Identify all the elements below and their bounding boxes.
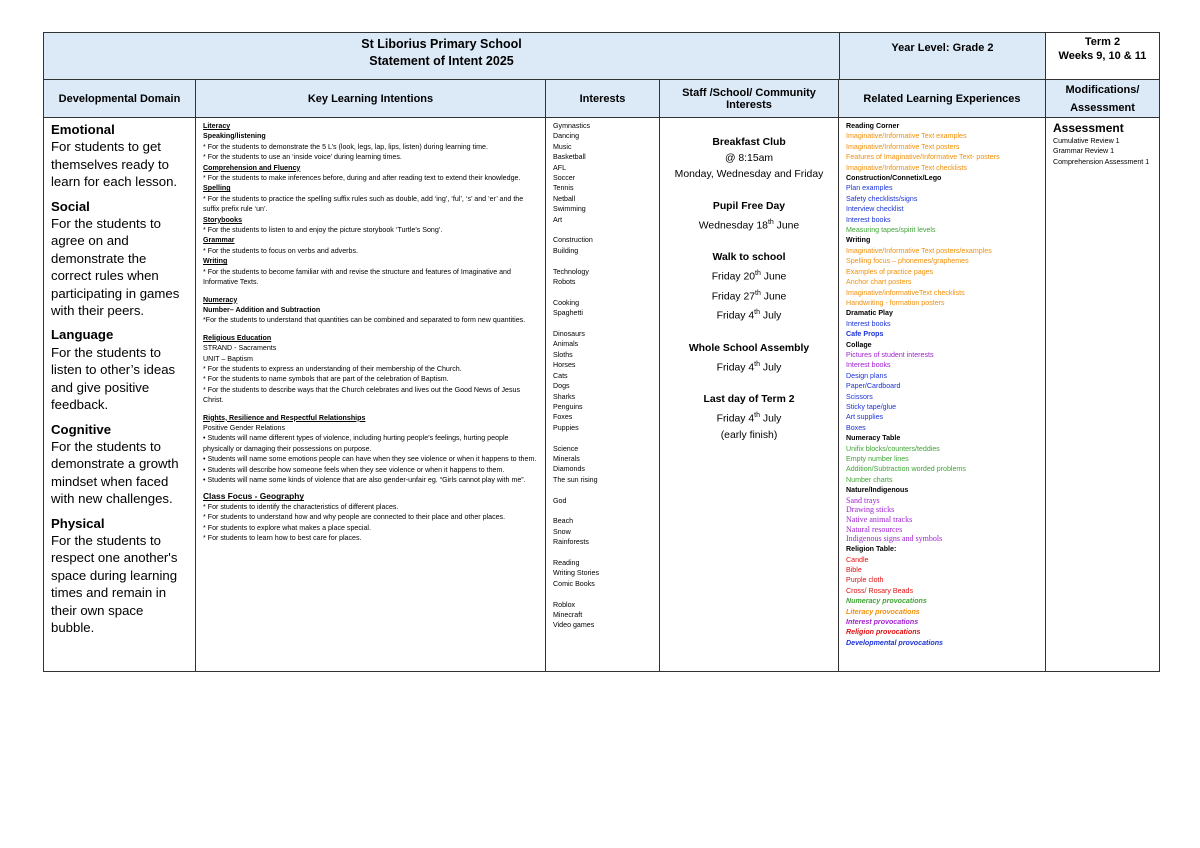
school-name: St Liborius Primary School [361,37,522,51]
interest-item: Diamonds [553,465,585,474]
learning-subheading: Storybooks [203,215,243,224]
col-header-related: Related Learning Experiences [839,80,1046,118]
experience-heading: Religion Table: [846,545,897,554]
event-title: Last day of Term 2 [703,394,795,406]
domain-title: Emotional [51,122,115,137]
experience-item: Interview checklist [846,205,904,214]
experience-heading: Numeracy Table [846,434,901,443]
event-detail: Friday 4th July [716,309,782,322]
learning-intention: * For students to understand how and why people are connected to their place and other places. [203,513,506,522]
experience-item: Safety checklists/signs [846,194,918,203]
col-header-modifications-line1: Modifications/ [1065,83,1140,96]
domain-description: For the students to demonstrate a growth mindset when faced with new challenges. [51,438,179,507]
experience-item: Spelling focus – phonemes/graphemes [846,257,969,266]
experience-item: Numeracy provocations [846,597,927,606]
interest-item: Beach [553,517,574,526]
assessment-list [1053,136,1155,167]
learning-subheading: Comprehension and Fluency [203,163,301,172]
statement-of-intent-table [43,32,1160,672]
learning-intention: *For the students to understand that quantities can be combined and separated to form new quantities. [203,316,526,325]
interest-item: Dinosaurs [553,330,585,339]
event-detail: Friday 20th June [711,270,787,283]
col-header-staff: Staff /School/ Community Interests [660,80,839,118]
spacer [553,548,655,558]
experience-item: Addition/Subtraction worded problems [846,465,966,474]
domains-cell [44,118,196,672]
spacer [553,433,655,443]
interest-item: Minerals [553,454,580,463]
interest-item: Sloths [553,350,573,359]
learning-subheading: Numeracy [203,295,238,304]
content-row [44,118,1160,672]
assessment-item: Cumulative Review 1 [1052,137,1120,145]
experience-heading: Construction/Connetix/Lego [846,174,942,183]
title-row [44,33,1160,80]
learning-intention: * For the students to express an understanding of their membership of the Church. [203,364,462,373]
related-experiences-cell [839,118,1046,672]
spacer [553,485,655,495]
experience-item: Candle [846,555,869,564]
experience-item: Anchor chart posters [846,278,912,287]
learning-subheading: Rights, Resilience and Respectful Relationships [203,413,366,422]
spacer [553,589,655,599]
interest-item: Spaghetti [553,309,583,318]
experience-item: Religion provocations [846,628,921,637]
experience-heading: Writing [846,236,871,245]
term-block [1045,33,1159,80]
learning-subheading: Writing [203,257,228,266]
interests-cell [546,118,660,672]
interest-item: Dancing [553,132,580,141]
experience-item: Sticky tape/glue [846,402,897,411]
domain-description: For the students to respect one another's space during learning times and remain in their own space bubble. [51,532,178,635]
experience-item: Imaginative/informativeText checklists [846,288,965,297]
experience-item: Handwriting - formation posters [846,298,945,307]
domain-title: Cognitive [51,421,112,437]
domain-title: Physical [51,515,105,531]
assessment-heading: Assessment [1052,121,1124,135]
experience-item: Number charts [846,475,893,484]
interest-item: Penguins [553,402,583,411]
event-detail: Friday 4th July [716,412,782,425]
learning-intention: • Students will describe how someone feels when they see violence or when it happens to them. [203,465,505,474]
interest-item: Comic Books [553,579,595,588]
experience-heading: Dramatic Play [846,309,893,318]
interest-item: Rainforests [553,538,589,547]
interest-item: Cooking [553,298,580,307]
experience-item: Empty number lines [846,455,909,463]
event [660,392,838,443]
spacer [553,506,655,516]
experience-item: Unifix blocks/counters/teddies [846,444,940,453]
title-block [44,33,840,79]
interest-item: Robots [553,278,576,287]
learning-intention: UNIT – Baptism [203,354,253,363]
interest-item: Swimming [553,205,586,214]
year-level: Year Level: Grade 2 [840,33,1045,79]
experience-item: Art supplies [846,413,884,422]
interest-item: Reading [553,558,580,567]
interest-item: Science [553,444,579,453]
experience-heading: Reading Corner [846,122,900,130]
learning-subheading: Speaking/listening [203,132,266,141]
learning-subheading: Number– Addition and Subtraction [203,305,321,314]
learning-intention: * For the students to describe ways that the Church celebrates and lives out the Good News of Jesus Christ. [203,385,521,405]
experience-item: Bible [846,565,862,574]
event-detail: Friday 27th June [711,289,787,303]
key-learning-cell [196,118,546,672]
interest-item: Cats [553,371,568,380]
interest-item: Animals [553,340,579,349]
experience-item: Examples of practice pages [846,267,934,276]
learning-subheading: Grammar [203,236,235,245]
event [660,135,838,183]
modifications-cell [1045,118,1159,672]
experience-item: Plan examples [846,184,893,193]
learning-intention: * For the students to demonstrate the 5 L’s (look, legs, lap, lips, listen) during learning time. [203,142,488,151]
learning-subheading: Literacy [203,122,231,130]
learning-subheading: Religious Education [203,333,272,342]
experience-item: Imaginative/Informative Text examples [846,132,967,141]
interest-item: Horses [553,361,576,370]
learning-intention: * For the students to focus on verbs and adverbs. [203,246,358,255]
experience-item: Literacy provocations [846,607,920,616]
term-label: Term 2 [1084,36,1121,48]
interest-item: Soccer [553,174,576,183]
spacer [553,287,655,297]
event-detail: Friday 4th July [716,360,782,374]
experience-item: Cafe Props [846,330,884,339]
col-header-domain: Developmental Domain [44,80,196,118]
event-title: Breakfast Club [712,137,786,148]
spacer [553,256,655,266]
learning-intention: * For students to learn how to best care for places. [203,534,362,543]
event [660,341,838,376]
experience-item: Purple cloth [846,576,884,585]
event-title: Walk to school [712,252,786,264]
domain-description: For the students to listen to other’s ideas and give positive feedback. [51,344,176,413]
experience-item: Natural resources [846,524,903,534]
learning-intention: STRAND - Sacraments [203,344,277,353]
interest-item: God [553,496,567,505]
interest-item: Construction [553,236,593,245]
interest-item: Basketball [553,153,586,162]
experience-item: Cross/ Rosary Beads [846,586,914,595]
event-title: Whole School Assembly [688,342,810,354]
interest-item: Video games [553,621,595,630]
col-header-interests: Interests [546,80,660,118]
interest-item: Writing Stories [553,569,599,578]
spacer [203,326,541,333]
col-header-modifications [1045,80,1159,118]
experience-item: Paper/Cardboard [846,382,901,391]
event-title: Pupil Free Day [712,201,786,212]
interest-item: Tennis [553,184,574,193]
domain-description: For students to get themselves ready to learn for each lesson. [51,139,178,190]
learning-intention: * For the students to name symbols that are part of the celebration of Baptism. [203,375,449,384]
weeks-label: Weeks 9, 10 & 11 [1058,50,1147,62]
experience-item: Indigenous signs and symbols [846,534,943,544]
interest-item: Minecraft [553,610,583,619]
learning-intention: * For students to identify the characteristics of different places. [203,502,399,511]
interest-item: Netball [553,194,576,203]
col-header-key-learning: Key Learning Intentions [196,80,546,118]
experience-item: Developmental provocations [846,638,943,647]
learning-intention: * For the students to use an ‘inside voice’ during learning times. [203,153,402,162]
interest-item: The sun rising [553,475,598,484]
experience-item: Interest books [846,319,891,328]
learning-intention: * For the students to become familiar with and revise the structure and features of Imaginative and Informative Texts. [203,267,511,287]
domain-title: Language [51,327,114,343]
interest-item: Puppies [553,423,579,432]
experience-item: Imaginative/Informative Text checklists [846,163,967,172]
experience-item: Imaginative/Informative Text posters/examples [846,246,992,255]
column-header-row [44,80,1160,118]
event [660,250,838,324]
interest-item: Snow [553,527,571,536]
interest-item: Sharks [553,392,576,401]
experience-item: Drawing sticks [846,505,895,515]
document-title: Statement of Intent 2025 [369,54,514,68]
experience-heading: Nature/Indigenous [846,486,909,495]
domain-description: For the students to agree on and demonstrate the correct rules when participating in games with their peers. [51,216,180,319]
assessment-item: Comprehension Assessment 1 [1052,157,1150,166]
learning-subheading: Spelling [203,184,231,193]
experience-heading: Collage [846,340,872,349]
title-area [44,33,1046,80]
interest-item: Technology [553,267,589,276]
interest-item: Art [553,215,563,224]
spacer [553,225,655,235]
learning-intention: • Students will name some emotions people can have when they see violence or when it happens to them. [203,455,537,464]
event-detail: @ 8:15am [724,153,774,164]
spacer [203,406,541,413]
assessment-item: Grammar Review 1 [1052,147,1115,156]
learning-intention: * For the students to make inferences before, during and after reading text to extend their knowledge. [203,174,521,183]
interest-item: Dogs [553,382,570,391]
experience-item: Boxes [846,423,866,432]
interest-item: Gymnastics [553,122,591,130]
experience-item: Imaginative/Informative Text posters [846,142,960,151]
interest-item: Music [553,142,572,151]
learning-subheading: Class Focus - Geography [203,491,304,502]
experience-item: Design plans [846,371,888,380]
experience-item: Interest books [846,361,891,370]
spacer [553,319,655,329]
experience-item: Features of Imaginative/Informative Text- posters [846,153,1000,162]
col-header-modifications-line2: Assessment [1070,101,1135,114]
domain-title: Social [51,198,90,214]
experience-item: Scissors [846,392,873,401]
event-detail: Monday, Wednesday and Friday [674,169,824,180]
learning-intention: * For the students to listen to and enjoy the picture storybook ‘Turtle’s Song’. [203,226,443,235]
experience-item: Native animal tracks [846,515,913,525]
event-detail: (early finish) [720,429,778,441]
interest-item: Foxes [553,413,573,422]
learning-intention: • Students will name different types of violence, including hurting people’s feelings, hurting people physically or damaging their possessions on purpose. [203,434,509,453]
staff-events-cell [660,118,839,672]
interest-item: Roblox [553,600,576,609]
experience-item: Pictures of student interests [846,350,934,359]
experience-item: Sand trays [846,495,880,505]
learning-intention: * For students to explore what makes a place special. [203,523,371,532]
learning-intention: * For the students to practice the spelling suffix rules such as double, add ‘ing’, ‘ful’, ‘s’ and ‘er’ and the suffix prefix rule ‘un’. [203,194,524,214]
spacer [203,288,541,295]
experience-item: Measuring tapes/spirit levels [846,226,936,235]
event [660,199,838,234]
experience-item: Interest books [846,215,891,224]
experience-item: Interest provocations [846,617,919,626]
interest-item: Building [553,246,579,255]
learning-intention: • Students will name some kinds of violence that are also gender-unfair eg. “Girls cannot play with me”. [203,476,526,484]
interest-item: AFL [553,163,567,172]
learning-intention: Positive Gender Relations [203,423,286,432]
event-detail: Wednesday 18th June [698,219,800,232]
